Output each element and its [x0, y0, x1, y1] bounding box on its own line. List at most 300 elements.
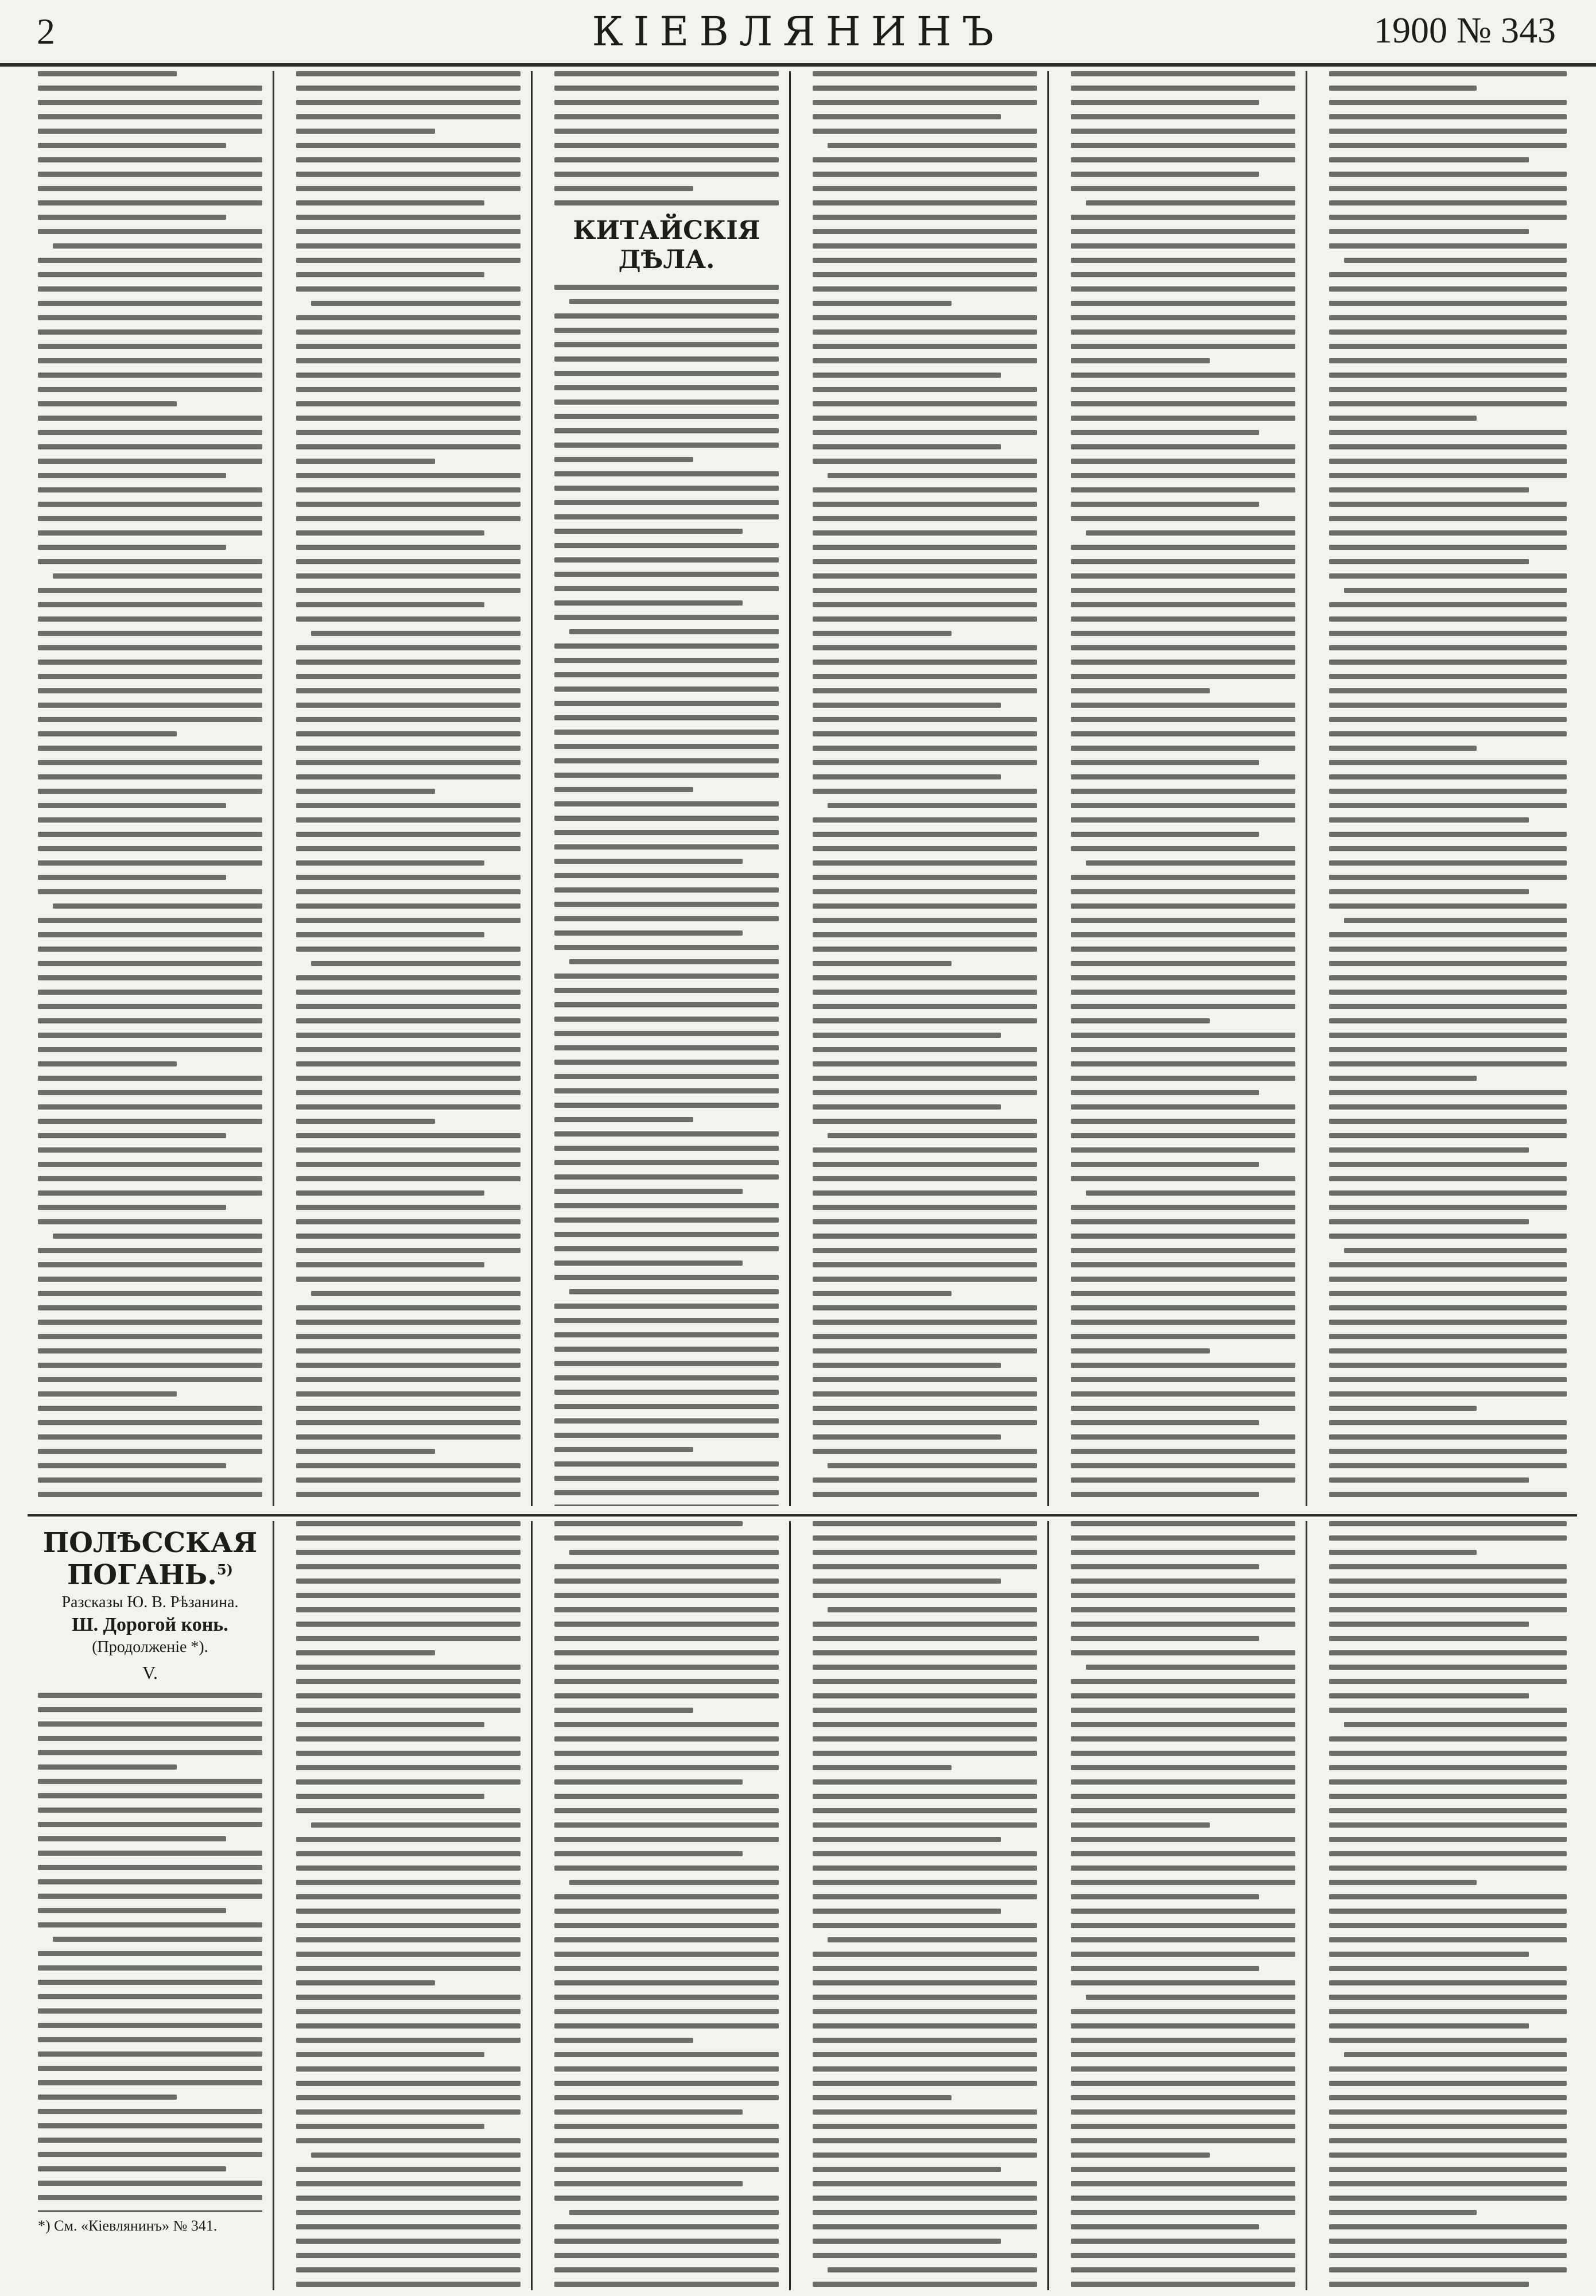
text-line — [813, 875, 1037, 880]
text-line — [38, 860, 262, 866]
text-line — [1329, 444, 1567, 449]
text-line — [296, 918, 521, 923]
text-line — [1329, 2196, 1567, 2201]
text-line — [813, 172, 1037, 177]
text-line — [1071, 631, 1295, 636]
text-line — [554, 902, 779, 907]
text-line — [296, 860, 484, 866]
text-line — [1071, 1147, 1295, 1153]
text-line — [813, 1391, 1037, 1397]
text-line — [1329, 903, 1567, 909]
text-line — [1329, 932, 1567, 937]
text-line — [53, 1937, 262, 1942]
text-line — [554, 2282, 779, 2287]
text-line — [296, 1851, 521, 1856]
text-line — [554, 1174, 779, 1180]
text-line — [296, 315, 521, 320]
text-line — [38, 2109, 262, 2114]
text-line — [554, 1017, 779, 1022]
feuilleton-column-2 — [286, 1521, 533, 2290]
text-line — [813, 1320, 1037, 1325]
text-line — [1071, 1794, 1295, 1799]
text-line — [554, 1607, 779, 1612]
text-line — [1329, 1521, 1567, 1526]
text-line — [296, 760, 521, 765]
feuilleton-chapter: V. — [142, 1662, 158, 1683]
text-line — [1071, 459, 1295, 464]
text-line — [813, 1593, 1037, 1598]
text-line — [554, 2196, 779, 2201]
text-line — [554, 2253, 779, 2258]
text-line — [1071, 1334, 1295, 1339]
text-line — [296, 1262, 484, 1267]
text-line — [813, 1377, 1037, 1382]
text-line — [1329, 1190, 1567, 1196]
text-line — [1071, 789, 1295, 794]
text-line — [569, 1550, 779, 1555]
text-line — [1329, 860, 1567, 866]
text-line — [1071, 1636, 1259, 1641]
text-line — [296, 1837, 521, 1842]
text-line — [1329, 1047, 1567, 1052]
text-line — [813, 358, 1037, 363]
text-line — [38, 315, 262, 320]
text-line — [1071, 746, 1295, 751]
text-line — [1071, 2138, 1295, 2143]
text-line — [569, 629, 779, 634]
text-line — [1329, 2066, 1567, 2072]
text-line — [296, 1564, 521, 1569]
text-line — [1071, 889, 1295, 894]
text-line — [296, 1980, 435, 1985]
text-line — [813, 71, 1037, 76]
text-line — [296, 1550, 521, 1555]
text-line — [1071, 86, 1295, 91]
text-line — [38, 688, 262, 693]
text-line — [554, 1103, 779, 1108]
text-line — [1329, 1434, 1567, 1440]
text-line — [813, 1291, 952, 1296]
text-line — [554, 86, 779, 91]
text-line — [554, 1074, 779, 1079]
text-line — [1071, 1765, 1295, 1770]
text-line — [38, 1176, 262, 1181]
text-line — [813, 1966, 1037, 1971]
text-line — [813, 903, 1037, 909]
text-line — [813, 315, 1037, 320]
text-line — [296, 1147, 521, 1153]
text-line — [38, 1147, 262, 1153]
text-line — [1071, 157, 1295, 162]
text-line — [38, 789, 262, 794]
text-line — [311, 631, 521, 636]
text-line — [554, 356, 779, 362]
text-line — [38, 387, 262, 392]
text-line — [813, 932, 1037, 937]
masthead — [0, 0, 1596, 67]
text-line — [1086, 1995, 1295, 2000]
text-line — [1329, 1334, 1567, 1339]
text-line — [1071, 674, 1295, 679]
text-line — [1071, 473, 1295, 478]
text-line — [296, 1535, 521, 1541]
text-line — [38, 329, 262, 335]
text-line — [554, 186, 693, 191]
text-line — [296, 717, 521, 722]
text-line — [296, 2224, 521, 2229]
text-line — [296, 473, 521, 478]
text-line — [1329, 1593, 1567, 1598]
text-line — [554, 1217, 779, 1223]
text-line — [38, 975, 262, 980]
text-line — [296, 789, 435, 794]
text-line — [38, 2080, 262, 2085]
text-line — [296, 1808, 521, 1813]
text-line — [1329, 2023, 1529, 2029]
text-line — [554, 2181, 743, 2186]
text-line — [296, 1449, 435, 1454]
text-line — [813, 1018, 1037, 1023]
text-line — [1071, 875, 1295, 880]
text-line — [1329, 329, 1567, 335]
text-line — [1071, 1090, 1259, 1095]
text-line — [1329, 1320, 1567, 1325]
text-line — [1071, 1420, 1259, 1425]
text-line — [554, 1447, 693, 1452]
text-line — [813, 157, 1037, 162]
text-line — [1329, 2109, 1567, 2115]
text-line — [813, 186, 1037, 191]
text-line — [1329, 129, 1567, 134]
text-line — [813, 1262, 1037, 1267]
text-line — [296, 1190, 484, 1196]
text-line — [554, 715, 779, 720]
text-line — [554, 1375, 779, 1380]
text-line — [296, 1952, 521, 1957]
text-line — [296, 1320, 521, 1325]
text-line — [554, 730, 779, 735]
column-text — [1329, 71, 1567, 1506]
text-line — [38, 100, 262, 105]
text-line — [813, 2239, 1001, 2244]
text-line — [554, 672, 779, 677]
text-line — [813, 1622, 1037, 1627]
text-line — [38, 1090, 262, 1095]
text-line — [813, 1837, 1001, 1842]
text-line — [813, 215, 1037, 220]
text-line — [1071, 229, 1295, 234]
text-line — [1071, 817, 1295, 823]
text-line — [1329, 1406, 1477, 1411]
text-line — [1071, 2210, 1295, 2215]
text-line — [554, 2009, 779, 2014]
text-line — [38, 2037, 262, 2042]
text-line — [38, 2095, 177, 2100]
text-line — [813, 2196, 1037, 2201]
text-line — [1071, 2124, 1295, 2129]
text-line — [1071, 329, 1295, 335]
text-line — [1329, 243, 1567, 249]
text-line — [1071, 1550, 1295, 1555]
text-line — [38, 631, 262, 636]
text-line — [1329, 2124, 1567, 2129]
text-line — [813, 401, 1037, 406]
text-line — [1071, 416, 1295, 421]
text-line — [554, 1679, 779, 1684]
text-line — [1329, 2224, 1567, 2229]
text-line — [1071, 2181, 1295, 2186]
text-line — [1071, 258, 1295, 263]
text-line — [296, 2196, 521, 2201]
text-line — [1071, 2095, 1295, 2100]
text-line — [554, 313, 779, 319]
text-line — [828, 143, 1037, 148]
text-line — [554, 830, 779, 835]
text-line — [1329, 1420, 1567, 1425]
text-line — [1329, 1679, 1567, 1684]
text-line — [813, 1535, 1037, 1541]
text-line — [554, 773, 779, 778]
text-line — [554, 2124, 779, 2129]
text-line — [1329, 1262, 1567, 1267]
text-line — [1329, 1061, 1567, 1066]
text-line — [1071, 1980, 1295, 1985]
text-line — [1071, 703, 1295, 708]
text-line — [813, 2282, 1037, 2287]
text-line — [554, 143, 779, 148]
text-line — [1071, 272, 1295, 277]
text-line — [554, 471, 779, 476]
text-line — [1329, 674, 1567, 679]
text-line — [1329, 1665, 1567, 1670]
text-line — [813, 1995, 1037, 2000]
text-line — [296, 416, 521, 421]
text-line — [1329, 1751, 1567, 1756]
text-line — [38, 1320, 262, 1325]
column-text — [813, 71, 1037, 1506]
text-line — [296, 1090, 521, 1095]
text-line — [1071, 1176, 1295, 1181]
issue-info: 1900 № 343 — [1373, 10, 1556, 51]
text-line — [38, 430, 262, 435]
text-line — [1071, 1305, 1295, 1310]
text-line — [1329, 774, 1567, 779]
text-line — [1071, 774, 1295, 779]
text-line — [554, 2152, 779, 2158]
text-line — [38, 129, 262, 134]
text-line — [554, 2239, 779, 2244]
text-line — [1071, 588, 1295, 593]
text-line — [554, 1693, 779, 1698]
text-line — [1071, 2224, 1259, 2229]
text-line — [1071, 2196, 1295, 2201]
text-line — [296, 86, 521, 91]
text-line — [1071, 286, 1295, 292]
text-line — [38, 71, 177, 76]
text-line — [1329, 1176, 1567, 1181]
text-line — [1329, 688, 1567, 693]
text-line — [1329, 1535, 1567, 1541]
text-line — [38, 932, 262, 937]
text-line — [1329, 746, 1477, 751]
text-line — [1329, 832, 1567, 837]
text-line — [296, 1593, 521, 1598]
text-line — [813, 817, 1037, 823]
text-line — [554, 1851, 743, 1856]
text-line — [1329, 86, 1477, 91]
text-line — [1071, 2023, 1295, 2029]
text-line — [1071, 1291, 1295, 1296]
text-line — [813, 2152, 1037, 2158]
text-line — [813, 2224, 1037, 2229]
text-line — [1329, 2181, 1567, 2186]
text-line — [813, 1449, 1037, 1454]
text-line — [38, 1076, 262, 1081]
text-line — [296, 1363, 521, 1368]
text-line — [813, 631, 952, 636]
text-line — [554, 1865, 779, 1871]
text-line — [1071, 1219, 1295, 1224]
text-line — [1329, 875, 1567, 880]
text-line — [38, 1119, 262, 1124]
text-line — [296, 2138, 521, 2143]
text-line — [296, 1133, 521, 1138]
text-line — [554, 615, 779, 620]
text-line — [1071, 1061, 1295, 1066]
text-line — [1071, 1463, 1295, 1468]
text-line — [296, 1894, 521, 1899]
text-line — [1071, 2267, 1295, 2272]
text-line — [296, 602, 484, 607]
text-line — [38, 1922, 262, 1927]
article-column-2 — [286, 71, 533, 1506]
text-line — [569, 1289, 779, 1294]
text-line — [828, 2267, 1037, 2272]
text-line — [1329, 1119, 1567, 1124]
text-line — [554, 1966, 779, 1971]
text-line — [554, 1045, 779, 1050]
text-line — [554, 572, 779, 577]
text-line — [554, 1361, 779, 1366]
text-line — [1071, 516, 1295, 521]
text-line — [1071, 1434, 1295, 1440]
text-line — [296, 2023, 521, 2029]
text-line — [1071, 373, 1295, 378]
text-line — [828, 473, 1037, 478]
column-text — [813, 1521, 1037, 2287]
text-line — [813, 272, 1037, 277]
text-line — [296, 1119, 435, 1124]
text-line — [296, 143, 521, 148]
text-line — [296, 229, 521, 234]
text-line — [554, 1261, 743, 1266]
text-line — [1329, 1622, 1529, 1627]
text-line — [1329, 373, 1567, 378]
text-line — [1329, 1708, 1567, 1713]
text-line — [1071, 2282, 1295, 2287]
text-line — [1329, 2009, 1567, 2014]
text-line — [38, 1721, 262, 1727]
text-line — [296, 487, 521, 492]
text-line — [554, 687, 779, 692]
column-text — [554, 71, 779, 205]
text-line — [1071, 1133, 1295, 1138]
text-line — [813, 1564, 1037, 1569]
text-line — [1071, 688, 1210, 693]
text-line — [296, 1162, 521, 1167]
text-line — [813, 789, 1037, 794]
text-line — [1071, 71, 1295, 76]
text-line — [813, 2081, 1037, 2086]
text-line — [296, 1406, 521, 1411]
text-line — [38, 272, 262, 277]
column-text — [38, 1693, 262, 2200]
text-line — [554, 114, 779, 119]
text-line — [38, 1822, 262, 1827]
text-line — [554, 1837, 779, 1842]
text-line — [38, 200, 262, 205]
text-line — [296, 1104, 521, 1110]
text-line — [813, 1004, 1037, 1009]
text-line — [554, 1937, 779, 1942]
text-line — [554, 1622, 779, 1627]
text-line — [38, 1104, 262, 1110]
text-line — [1071, 186, 1295, 191]
text-line — [1329, 1477, 1529, 1483]
text-line — [554, 859, 743, 864]
text-line — [1071, 1593, 1295, 1598]
text-line — [1071, 301, 1295, 306]
text-line — [1329, 1033, 1567, 1038]
text-line — [554, 1189, 743, 1194]
text-line — [1329, 1937, 1567, 1942]
text-line — [813, 1794, 1037, 1799]
text-line — [1071, 1320, 1295, 1325]
text-line — [296, 186, 521, 191]
text-line — [554, 1332, 779, 1337]
text-line — [1329, 1291, 1567, 1296]
text-line — [554, 1708, 693, 1713]
text-line — [1344, 588, 1567, 593]
text-line — [813, 1736, 1037, 1742]
text-line — [296, 2167, 521, 2172]
text-line — [1329, 301, 1567, 306]
text-line — [1329, 1234, 1567, 1239]
text-line — [296, 932, 484, 937]
text-line — [38, 760, 262, 765]
text-line — [813, 2253, 1037, 2258]
text-line — [1071, 975, 1295, 980]
text-line — [1071, 545, 1295, 550]
text-line — [813, 2210, 1037, 2215]
text-line — [38, 215, 226, 220]
text-line — [554, 1390, 779, 1395]
text-line — [569, 2210, 779, 2215]
text-line — [554, 1504, 779, 1506]
article-column-6 — [1319, 71, 1577, 1506]
text-line — [1329, 1449, 1567, 1454]
text-line — [38, 301, 262, 306]
text-line — [554, 1160, 779, 1165]
text-line — [1329, 1650, 1567, 1655]
text-line — [1071, 430, 1259, 435]
text-line — [38, 1865, 262, 1870]
text-line — [813, 832, 1037, 837]
text-line — [554, 1490, 779, 1495]
text-line — [38, 86, 262, 91]
text-line — [1329, 2282, 1529, 2287]
text-line — [554, 1002, 779, 1007]
